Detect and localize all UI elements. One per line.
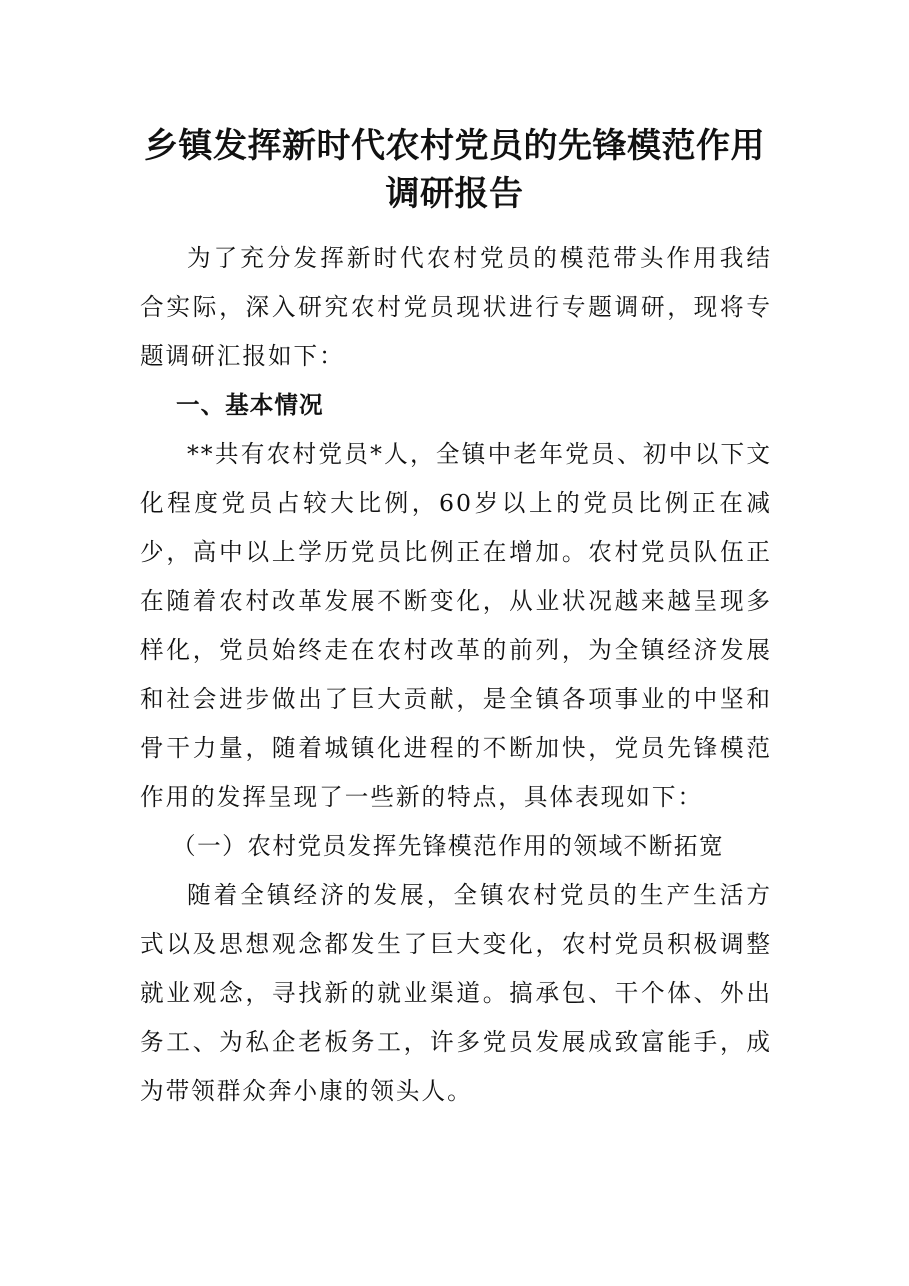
- document-title-line-2: 调研报告: [385, 174, 524, 214]
- subsection-1-paragraph: 随着全镇经济的发展，全镇农村党员的生产生活方式以及思想观念都发生了巨大变化，农村党员积极调整就业观念，寻找新的就业渠道。搞承包、干个体、外出务工、为私企老板务工，许多党员发展成致富能手，成为带领群众奔小康的领头人。: [140, 881, 772, 1105]
- document-title-line-1: 乡镇发挥新时代农村党员的先锋模范作用: [144, 126, 765, 166]
- section-1-paragraph: **共有农村党员*人，全镇中老年党员、初中以下文化程度党员占较大比例，60岁以上的党员比例正在减少，高中以上学历党员比例正在增加。农村党员队伍正在随着农村改革发展不断变化，从业状况越来越呈现多样化，党员始终走在农村改革的前列，为全镇经济发展和社会进步做出了巨大贡献，是全镇各项事业的中坚和骨干力量，随着城镇化进程的不断加快，党员先锋模范作用的发挥呈现了一些新的特点，具体表现如下：: [140, 440, 772, 811]
- intro-paragraph: 为了充分发挥新时代农村党员的模范带头作用我结合实际，深入研究农村党员现状进行专题调研，现将专题调研汇报如下：: [140, 244, 772, 370]
- section-heading-basic-situation: 一、基本情况: [176, 391, 324, 419]
- subsection-heading-1: （一）农村党员发挥先锋模范作用的领域不断拓宽: [172, 832, 725, 860]
